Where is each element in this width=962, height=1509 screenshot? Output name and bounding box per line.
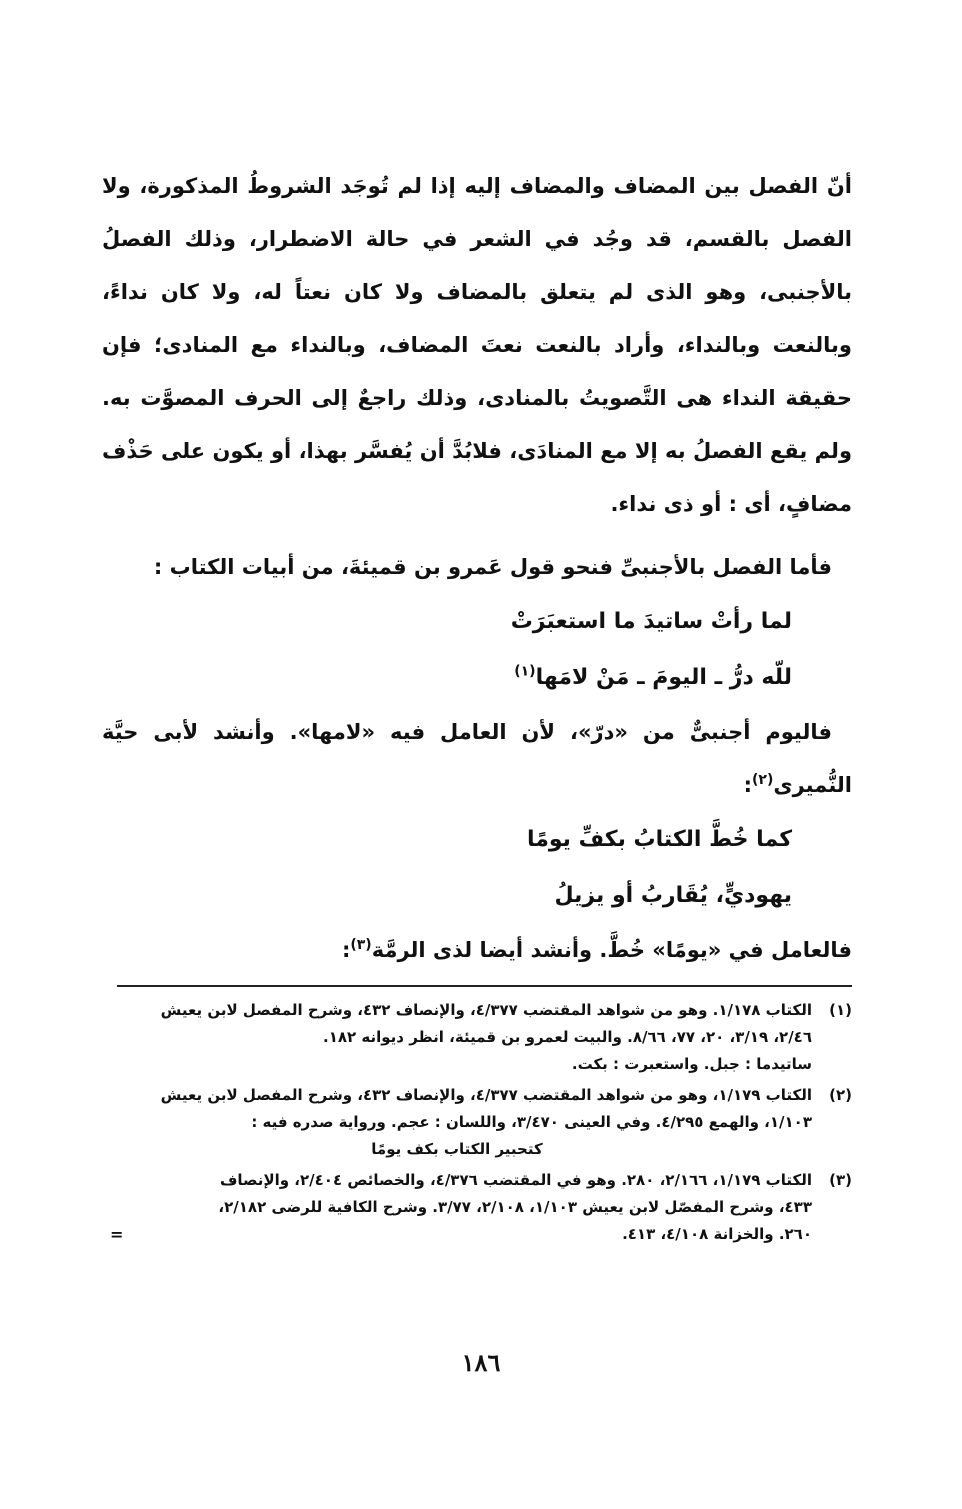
main-text xyxy=(102,160,852,977)
footnote-gloss: ساتيدما : جبل. واستعبرت : بكت. xyxy=(571,1055,812,1073)
footnote-body xyxy=(102,997,812,1078)
footnote-1 xyxy=(102,997,852,1078)
footnote-line: ٤٣٣، وشرح المفصّل لابن يعيش ١/١٠٣، ٢/١٠٨، ٣/٧٧. وشرح الكافية للرضى ٢/١٨٢، xyxy=(218,1198,812,1216)
verse-1-line-2-text: للّه درُّ ـ اليومَ ـ مَنْ لامَها xyxy=(535,665,792,690)
footnote-3 xyxy=(102,1167,852,1248)
verse-2-line-2: يهوديٍّ، يُقَاربُ أو يزيلُ xyxy=(554,883,792,908)
verse-2-line-1: كما خُطَّ الكتابُ بكفِّ يومًا xyxy=(527,827,792,852)
footnote-line: الكتاب ١/١٧٨. وهو من شواهد المقتضب ٤/٣٧٧، والإنصاف ٤٣٢، وشرح المفصل لابن يعيش xyxy=(160,1001,812,1019)
paragraph-4-end: : xyxy=(341,938,351,962)
paragraph-1: أنّ الفصل بين المضاف والمضاف إليه إذا لم تُوجَد الشروطُ المذكورة، ولا الفصل بالقسم، قد وجُد في الشعر في حالة الاضطرار، وذلك الفصلُ بالأجنبى، وهو الذى لم يتعلق بالمضاف ولا كان نعتاً له، ولا كان نداءً، وبالنعت وبالنداء، وأراد بالنعت نعتَ المضاف، وبالنداء مع المنادى؛ فإن حقيقة النداء هى التَّصويتُ بالمنادى، وذلك راجعٌ إلى الحرف المصوَّت به. ولم يقع الفصلُ به إلا مع المنادَى، فلابُدَّ أن يُفسَّر بهذا، أو يكون على حَذْف مضافٍ، أى : أو ذى نداء. xyxy=(102,174,852,516)
footnote-line-text: ٢٦٠. والخزانة ٤/١٠٨، ٤١٣. xyxy=(622,1225,812,1243)
footnote-divider xyxy=(117,985,852,987)
footnotes xyxy=(102,997,852,1252)
footnote-ref-2: (٢) xyxy=(752,772,774,788)
footnote-number: (١) xyxy=(829,1001,852,1019)
paragraph-3-text: فاليوم أجنبىٌّ من «درّ»، لأن العامل فيه «لامها». وأنشد لأبى حيَّة النُّميرى xyxy=(102,720,852,797)
paragraph-4-text: فالعامل في «يومًا» خُطَّ. وأنشد أيضا لذى الرمَّة xyxy=(371,938,852,962)
footnote-line: ٢/٤٦، ٣/١٩، ٢٠، ٧٧، ٨/٦٦. والبيت لعمرو بن قميئة، انظر ديوانه ١٨٢. xyxy=(322,1028,812,1046)
paragraph-3-end: : xyxy=(743,773,753,797)
footnote-ref-3: (٣) xyxy=(350,937,372,953)
footnote-line: الكتاب ١/١٧٩، وهو من شواهد المقتضب ٤/٣٧٧، والإنصاف ٤٣٢، وشرح المفصل لابن يعيش xyxy=(160,1086,812,1104)
continuation-mark: = xyxy=(110,1225,124,1244)
page-number: ١٨٦ xyxy=(461,1348,501,1377)
footnote-line: ١/١٠٣، والهمع ٤/٢٩٥. وفي العينى ٣/٤٧٠، واللسان : عجم. ورواية صدره فيه : xyxy=(251,1113,812,1131)
paragraph-3 xyxy=(102,706,852,812)
footnote-line: الكتاب ١/١٧٩، ٢/١٦٦، ٢٨٠. وهو في المقتضب ٤/٣٧٦، والخصائص ٢/٤٠٤، والإنصاف xyxy=(219,1171,812,1189)
footnote-number: (٢) xyxy=(829,1086,852,1104)
footnote-line xyxy=(102,1221,812,1248)
paragraph-4 xyxy=(102,924,852,977)
footnote-body xyxy=(102,1167,812,1248)
verse-1-line-2 xyxy=(102,650,852,706)
footnote-2 xyxy=(102,1082,852,1163)
paragraph-2: فأما الفصل بالأجنبىِّ فنحو قول عَمرو بن قميئةَ، من أبيات الكتاب : xyxy=(153,555,832,579)
footnote-ref-1: (١) xyxy=(514,663,536,680)
verse-1-line-1: لما رأتْ ساتيدَ ما استعبَرَتْ xyxy=(510,609,792,634)
footnote-variant-reading: كتحبير الكتاب بكف يومًا xyxy=(371,1140,543,1158)
footnote-number: (٣) xyxy=(829,1171,852,1189)
footnote-body xyxy=(102,1082,812,1163)
